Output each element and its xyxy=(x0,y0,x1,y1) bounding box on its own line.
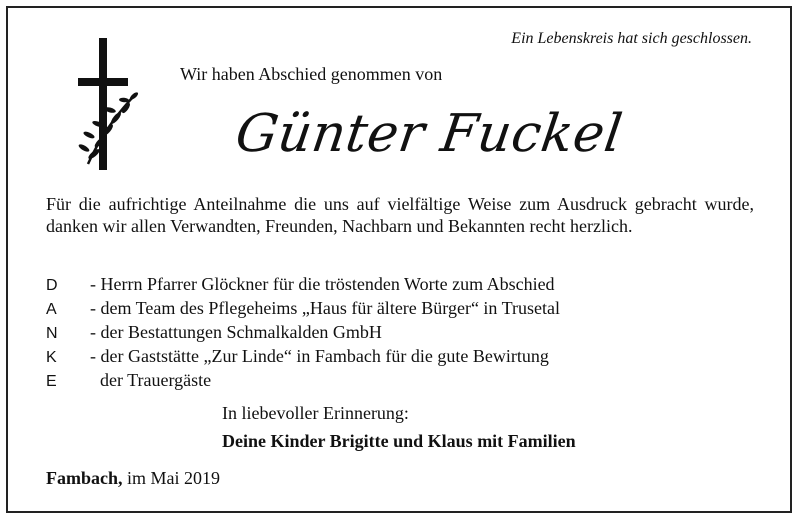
deceased-name: Günter Fuckel xyxy=(232,104,627,164)
danke-text: - dem Team des Pflegeheims „Haus für ältere Bürger“ in Trusetal xyxy=(90,298,560,318)
danke-text: - Herrn Pfarrer Glöckner für die tröstenden Worte zum Abschied xyxy=(90,274,555,294)
danke-letter: N xyxy=(46,325,58,342)
place-date-text: im Mai 2019 xyxy=(127,468,220,488)
danke-row xyxy=(46,370,746,394)
place-town: Fambach, xyxy=(46,468,123,488)
danke-text: der Trauergäste xyxy=(100,370,212,390)
danke-letter: E xyxy=(46,373,57,390)
signoff-line: In liebevoller Erinnerung: xyxy=(222,403,409,423)
place-date xyxy=(46,468,220,489)
danke-letter: D xyxy=(46,277,58,294)
danke-letter: A xyxy=(46,301,57,318)
motto: Ein Lebenskreis hat sich geschlossen. xyxy=(511,30,752,47)
thanks-paragraph: Für die aufrichtige Anteilnahme die uns auf vielfältige Weise zum Ausdruck gebracht wurde, danken wir allen Verwandten, Freunden, Nachbarn und Bekannten recht herzlich. xyxy=(46,194,754,236)
danke-letter: K xyxy=(46,349,57,366)
danke-list xyxy=(46,274,746,394)
cross-with-palm-branch-icon xyxy=(74,38,144,170)
intro-line: Wir haben Abschied genommen von xyxy=(180,64,443,84)
danke-text: - der Bestattungen Schmalkalden GmbH xyxy=(90,322,382,342)
danke-row xyxy=(46,322,746,346)
danke-row xyxy=(46,274,746,298)
danke-text: - der Gaststätte „Zur Linde“ in Fambach für die gute Bewirtung xyxy=(90,346,549,366)
signers: Deine Kinder Brigitte und Klaus mit Familien xyxy=(222,431,576,451)
danke-row xyxy=(46,298,746,322)
danke-row xyxy=(46,346,746,370)
